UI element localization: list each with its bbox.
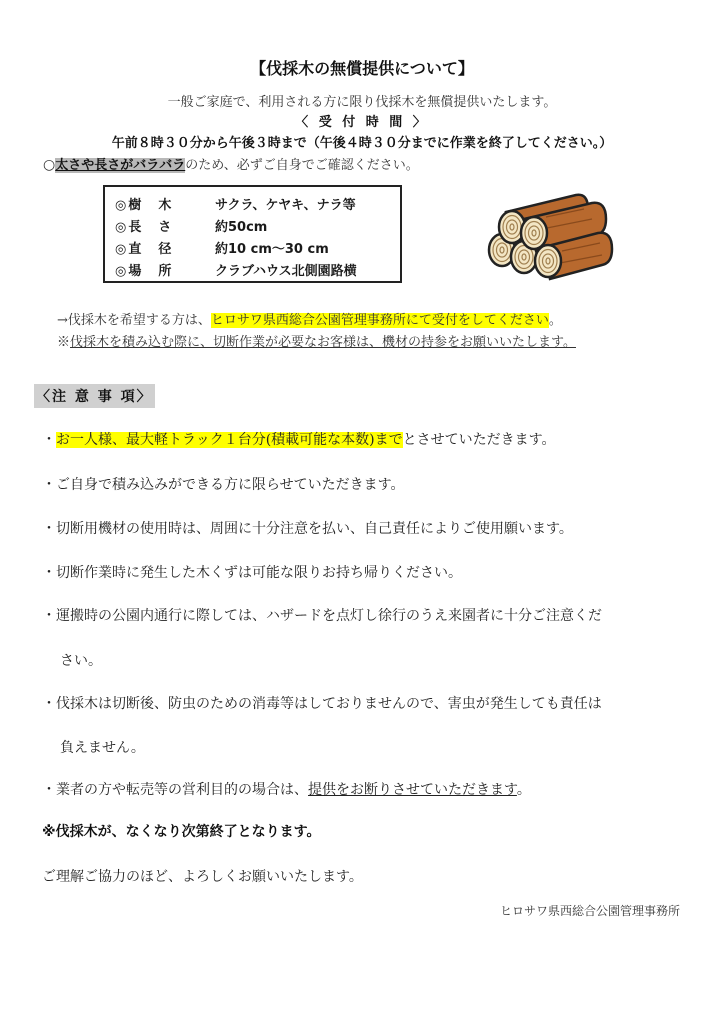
info-label: ◎長 さ [115, 219, 174, 235]
info-row-diameter [115, 236, 400, 258]
size-note-rest: のため、必ずご自身でご確認ください。 [185, 158, 419, 173]
info-row-location [115, 258, 400, 280]
caution-item-2 [42, 474, 404, 494]
caution-item-4 [42, 562, 462, 582]
equipment-note-text: 伐採木を積み込む際に、切断作業が必要なお客様は、機材の持参をお願いいたします。 [70, 335, 576, 350]
document-title: 【伐採木の無償提供について】 [250, 59, 474, 78]
info-value: 約10 cm〜30 cm [215, 241, 329, 257]
info-label: ◎場 所 [115, 263, 174, 279]
caution-item-highlight: お一人様、最大軽トラック１台分(積載可能な本数)まで [56, 432, 403, 448]
signature: ヒロサワ県西総合公園管理事務所 [499, 904, 680, 918]
caution-item-text: 切断用機材の使用時は、周囲に十分注意を払い、自己責任によりご使用願います。 [56, 521, 573, 537]
caution-item-text: 伐採木は切断後、防虫のための消毒等はしておりませんので、害虫が発生しても責任は [56, 696, 602, 712]
caution-item-underlined: 提供をお断りさせていただきます [308, 782, 517, 798]
info-box [103, 185, 402, 283]
circle-mark: ○ [43, 157, 56, 173]
apply-highlight: ヒロサワ県西総合公園管理事務所にて受付をしてください [210, 313, 549, 328]
size-note-shaded: 太さや長さがバラバラ [55, 158, 186, 173]
bullet: ・ [42, 477, 56, 493]
size-note [43, 154, 419, 173]
firewood-logs-icon [484, 187, 614, 287]
info-label: ◎直 径 [115, 241, 174, 257]
caution-item-text: 切断作業時に発生した木くずは可能な限りお持ち帰りください。 [56, 565, 462, 581]
bullet: ・ [42, 608, 56, 624]
application-instruction [57, 309, 562, 328]
reception-heading: 〈 受 付 時 間 〉 [295, 115, 429, 130]
bullet: ・ [42, 521, 56, 537]
apply-suffix: 。 [548, 313, 562, 328]
caution-item-5-continuation: さい。 [60, 653, 102, 669]
info-value: サクラ、ケヤキ、ナラ等 [215, 197, 356, 213]
intro-text: 一般ご家庭で、利用される方に限り伐採木を無償提供いたします。 [167, 95, 557, 110]
caution-item-6-continuation: 負えません。 [60, 740, 145, 756]
caution-item-suffix: 。 [516, 782, 531, 798]
bullet: ・ [42, 432, 56, 448]
bullet: ・ [42, 565, 56, 581]
reception-hours: 午前８時３０分から午後３時まで（午後４時３０分までに作業を終了してください。） [111, 136, 613, 151]
caution-item-text: ご自身で積み込みができる方に限らせていただきます。 [56, 477, 405, 493]
apply-prefix: →伐採木を希望する方は、 [57, 313, 211, 328]
info-row-tree [115, 192, 400, 214]
info-row-length [115, 214, 400, 236]
info-value: クラブハウス北側園路横 [215, 263, 357, 279]
caution-item-7 [42, 779, 531, 799]
caution-item-5 [42, 605, 602, 625]
equipment-note [57, 331, 576, 350]
caution-item-1 [42, 429, 556, 449]
thanks-text: ご理解ご協力のほど、よろしくお願いいたします。 [42, 869, 363, 885]
bullet: ・ [42, 696, 56, 712]
caution-item-3 [42, 518, 573, 538]
end-notice: ※伐採木が、なくなり次第終了となります。 [42, 824, 321, 840]
caution-item-6 [42, 693, 602, 713]
caution-item-rest: とさせていただきます。 [402, 432, 556, 448]
info-label: ◎樹 木 [115, 197, 174, 213]
caution-item-prefix: 業者の方や転売等の営利目的の場合は、 [56, 782, 308, 798]
bullet: ・ [42, 782, 56, 798]
note-mark: ※ [57, 335, 71, 350]
info-value: 約50cm [215, 219, 268, 235]
caution-item-text: 運搬時の公園内通行に際しては、ハザードを点灯し徐行のうえ来園者に十分ご注意くだ [56, 608, 602, 624]
caution-heading: 〈注 意 事 項〉 [34, 384, 155, 408]
